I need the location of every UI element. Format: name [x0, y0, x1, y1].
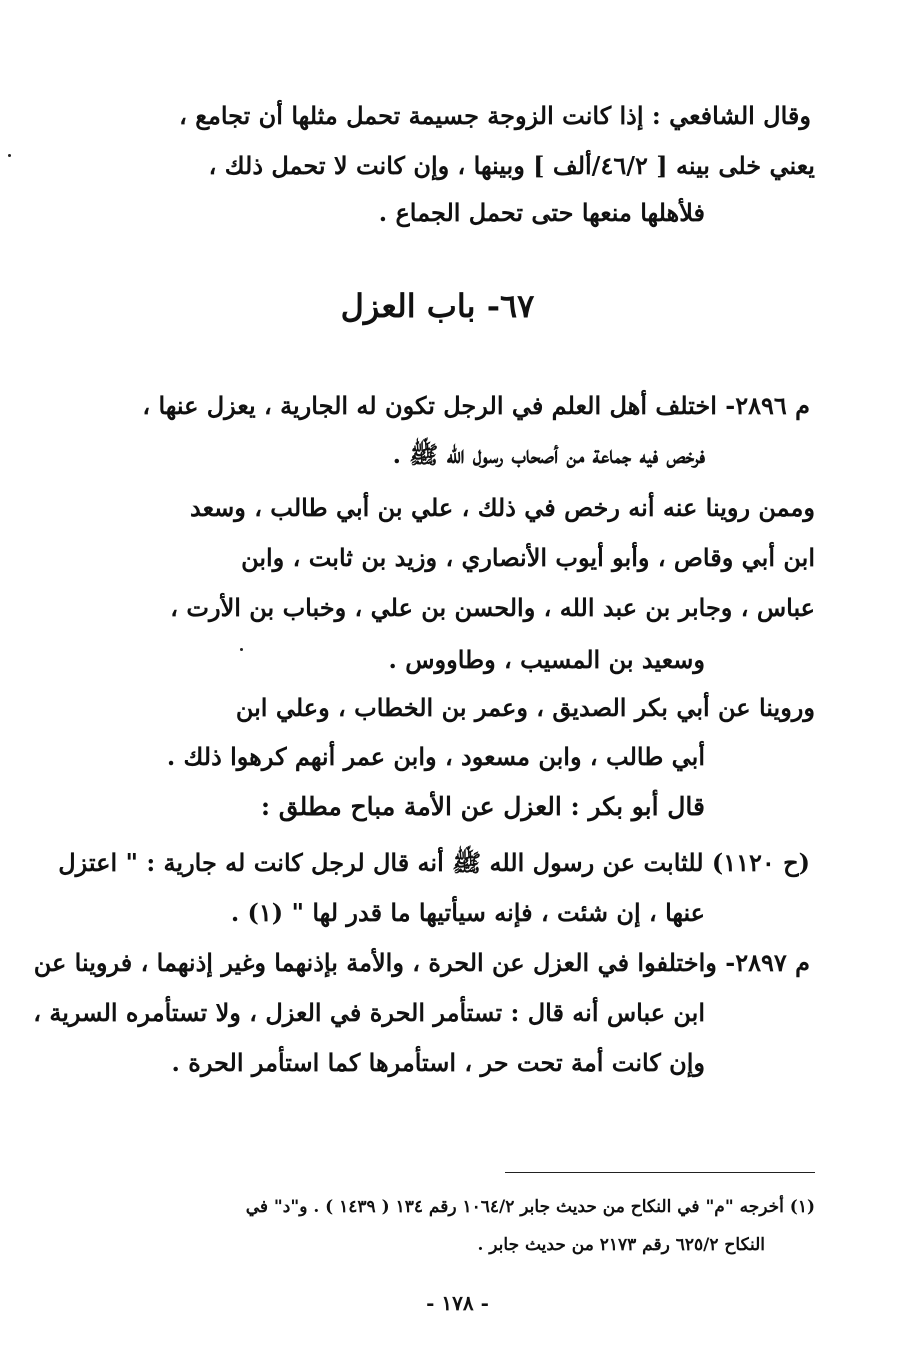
dislikers-line-2: أبي طالب ، وابن مسعود ، وابن عمر أنهم كرهوا ذلك .: [166, 742, 705, 771]
permitters-line-1: وممن روينا عنه أنه رخص في ذلك ، علي بن أبي طالب ، وسعد: [189, 493, 815, 522]
permitters-line-3: عباس ، وجابر بن عبد الله ، والحسن بن علي ، وخباب بن الأرت ،: [170, 593, 815, 622]
hadith-1120-line-1: (ح ١١٢٠) للثابت عن رسول الله ﷺ أنه قال لرجل كانت له جارية : " اعتزل: [58, 848, 810, 877]
page-number: - ١٧٨ -: [426, 1291, 489, 1315]
permitters-line-4: وسعيد بن المسيب ، وطاووس .: [388, 645, 705, 674]
chapter-heading: ٦٧- باب العزل: [340, 287, 535, 325]
masalah-2896-line-1: م ٢٨٩٦- اختلف أهل العلم في الرجل تكون له الجارية ، يعزل عنها ،: [142, 391, 810, 420]
footnote-line-2: النكاح ٦٢٥/٢ رقم ٢١٧٣ من حديث جابر .: [477, 1235, 765, 1255]
masalah-2896-line-2: فرخص فيه جماعة من أصحاب رسول الله ﷺ .: [392, 440, 705, 469]
scan-speck: [8, 154, 11, 157]
footnote-line-1: (١) أخرجه "م" في النكاح من حديث جابر ١٠٦٤/٢ رقم ١٣٤ ( ١٤٣٩ ) . و"د" في: [245, 1197, 815, 1217]
footnote-separator: [505, 1172, 815, 1173]
intro-line-2: يعني خلى بينه [ ٤٦/٢/ألف ] وبينها ، وإن كانت لا تحمل ذلك ،: [208, 151, 815, 180]
intro-line-1: وقال الشافعي : إذا كانت الزوجة جسيمة تحمل مثلها أن تجامع ،: [179, 101, 811, 130]
masalah-2897-line-2: ابن عباس أنه قال : تستأمر الحرة في العزل ، ولا تستأمره السرية ،: [33, 998, 705, 1027]
masalah-2897-line-3: وإن كانت أمة تحت حر ، استأمرها كما استأمر الحرة .: [171, 1048, 705, 1077]
permitters-line-2: ابن أبي وقاص ، وأبو أيوب الأنصاري ، وزيد بن ثابت ، وابن: [241, 543, 815, 572]
intro-line-3: فلأهلها منعها حتى تحمل الجماع .: [378, 198, 705, 227]
hadith-1120-line-2: عنها ، إن شئت ، فإنه سيأتيها ما قدر لها " (١) .: [230, 898, 705, 927]
dislikers-line-1: وروينا عن أبي بكر الصديق ، وعمر بن الخطاب ، وعلي ابن: [235, 693, 815, 722]
masalah-2897-line-1: م ٢٨٩٧- واختلفوا في العزل عن الحرة ، والأمة بإذنهما وغير إذنهما ، فروينا عن: [33, 948, 810, 977]
scan-speck: [240, 648, 243, 651]
abu-bakr-statement: قال أبو بكر : العزل عن الأمة مباح مطلق :: [260, 792, 705, 821]
